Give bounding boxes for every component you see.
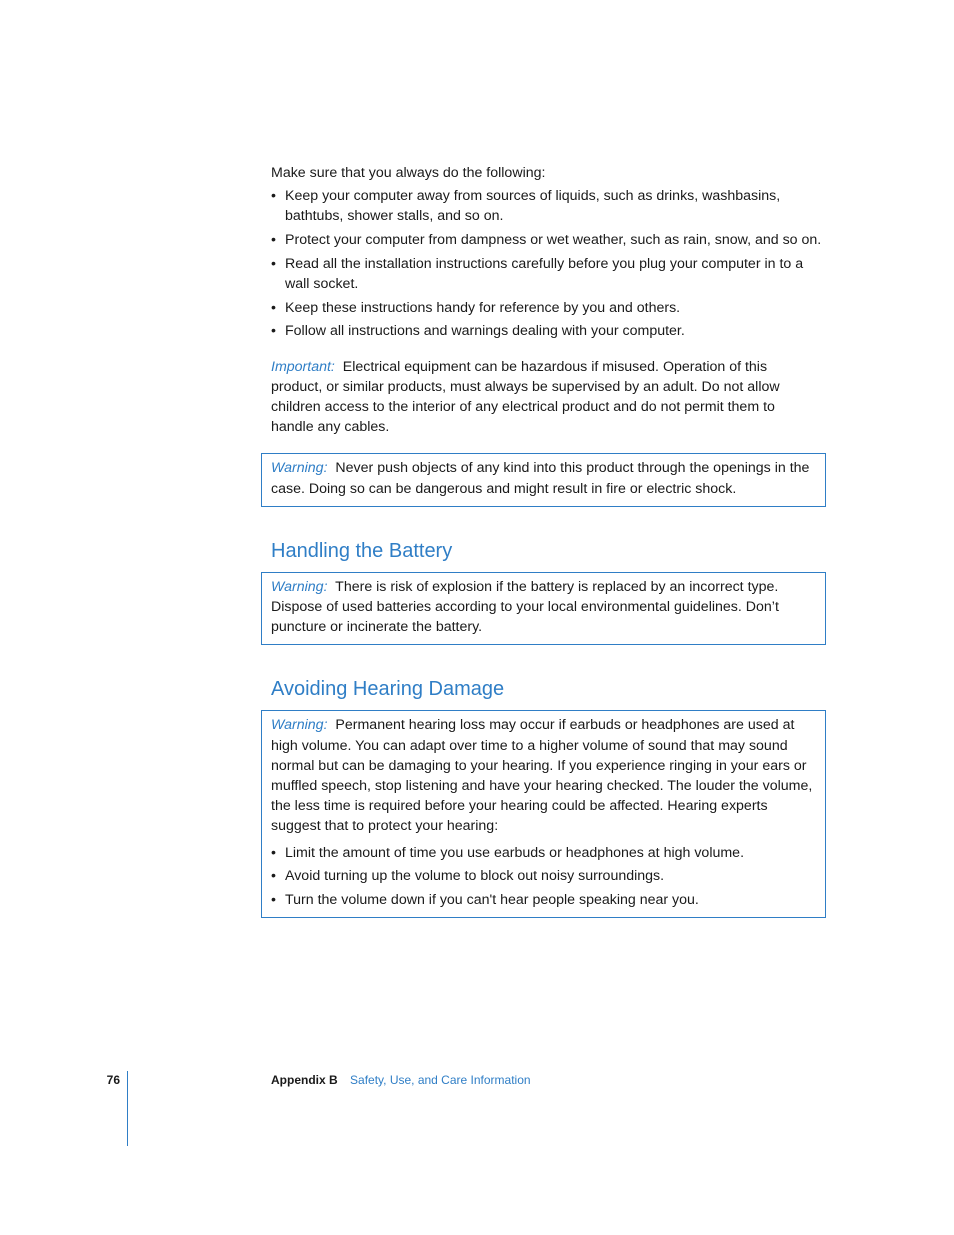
hearing-list xyxy=(271,843,814,911)
intro-text: Make sure that you always do the following: xyxy=(271,165,546,181)
list-item: • Read all the installation instructions carefully before you plug your computer in to a wall socket. xyxy=(271,254,831,294)
footer-running-head xyxy=(271,1073,531,1087)
section-heading-battery: Handling the Battery xyxy=(271,539,453,562)
page-content xyxy=(271,160,831,918)
list-item: • Keep your computer away from sources of liquids, such as drinks, washbasins, bathtubs, shower stalls, and so on. xyxy=(271,186,831,226)
footer-appendix: Appendix B xyxy=(271,1073,338,1087)
list-item: • Protect your computer from dampness or wet weather, such as rain, snow, and so on. xyxy=(271,230,831,250)
warning-label: Warning: xyxy=(271,717,328,734)
important-text: Electrical equipment can be hazardous if misused. Operation of this product, or similar products, must always be supervised by an adult. Do not allow children access to the interior of any electrical product and do not permit them to handle any cables. xyxy=(271,358,780,436)
care-list xyxy=(271,186,831,341)
warning-text: Permanent hearing loss may occur if earbuds or headphones are used at high volume. You can adapt over time to a higher volume of sound that may sound normal but can be damaging to your hearing. If you experience ringing in your ears or muffled speech, stop listening and have your hearing checked. The louder the volume, the less time is required before your hearing could be affected. Hearing experts suggest that to protect your hearing: xyxy=(271,717,813,835)
important-label: Important: xyxy=(271,358,335,375)
important-note xyxy=(271,357,811,438)
warning-text: There is risk of explosion if the battery is replaced by an incorrect type. Dispose of used batteries according to your local environmental guidelines. Don’t puncture or incinerate the battery. xyxy=(271,578,779,636)
warning-openings xyxy=(271,458,814,498)
warning-text: Never push objects of any kind into this product through the openings in the case. Doing so can be dangerous and might result in fire or electric shock. xyxy=(271,460,810,497)
list-item: • Limit the amount of time you use earbuds or headphones at high volume. xyxy=(271,843,814,863)
warning-battery xyxy=(271,577,814,638)
warning-hearing xyxy=(271,715,814,836)
list-item: • Turn the volume down if you can't hear people speaking near you. xyxy=(271,890,814,910)
page-number: 76 xyxy=(106,1073,120,1087)
list-item: • Follow all instructions and warnings dealing with your computer. xyxy=(271,321,831,341)
footer-chapter-title: Safety, Use, and Care Information xyxy=(350,1073,531,1087)
footer-divider xyxy=(127,1071,128,1146)
section-heading-hearing: Avoiding Hearing Damage xyxy=(271,678,505,701)
warning-label: Warning: xyxy=(271,460,328,477)
warning-box-openings xyxy=(261,453,826,506)
warning-label: Warning: xyxy=(271,578,328,595)
list-item: • Keep these instructions handy for reference by you and others. xyxy=(271,298,831,318)
warning-box-battery xyxy=(261,572,826,646)
list-item: • Avoid turning up the volume to block out noisy surroundings. xyxy=(271,866,814,886)
warning-box-hearing xyxy=(261,710,826,918)
